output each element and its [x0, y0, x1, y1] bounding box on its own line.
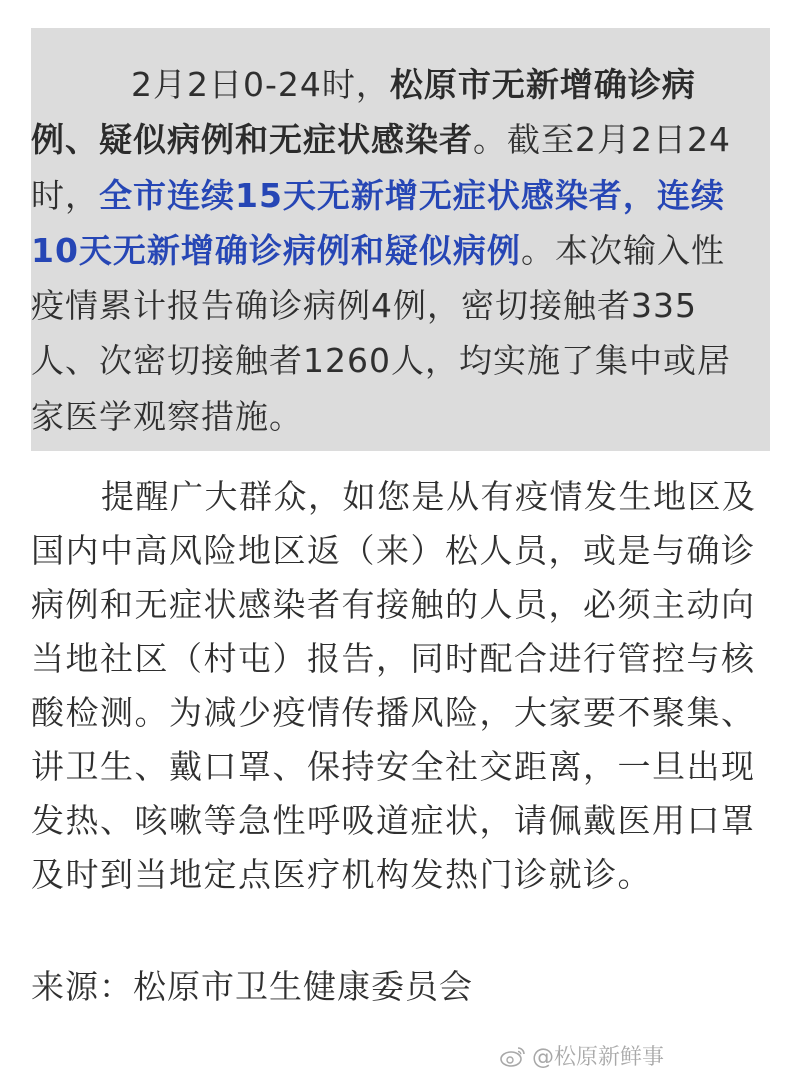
watermark-account: @松原新鲜事 — [532, 1045, 665, 1070]
notice-paragraph — [31, 57, 751, 444]
weibo-watermark — [500, 1040, 664, 1071]
notice-date: 2月2日0-24时， — [131, 65, 390, 104]
notice-cumulative: 。本次输入性疫情累计报告确诊病例4例，密切接触者335人、次密切接触者1260人，均实施了集中或居家医学观察措施。 — [31, 230, 731, 436]
reminder-paragraph: 提醒广大群众，如您是从有疫情发生地区及国内中高风险地区返（来）松人员，或是与确诊病例和无症状感染者有接触的人员，必须主动向当地社区（村屯）报告，同时配合进行管控与核酸检测。为减少疫情传播风险，大家要不聚集、讲卫生、戴口罩、保持安全社交距离，一旦出现发热、咳嗽等急性呼吸道症状，请佩戴医用口罩及时到当地定点医疗机构发热门诊就诊。 — [31, 477, 757, 894]
weibo-icon — [500, 1045, 526, 1067]
notice-consecutive-days: 全市连续15天无新增无症状感染者，连续10天无新增确诊病例和疑似病例 — [31, 175, 725, 270]
notice-as-of: 。截至2月2日24时， — [31, 120, 731, 215]
source-line: 来源：松原市卫生健康委员会 — [31, 967, 473, 1006]
notice-no-new-cases: 松原市无新增确诊病例、疑似病例和无症状感染者 — [31, 65, 696, 160]
